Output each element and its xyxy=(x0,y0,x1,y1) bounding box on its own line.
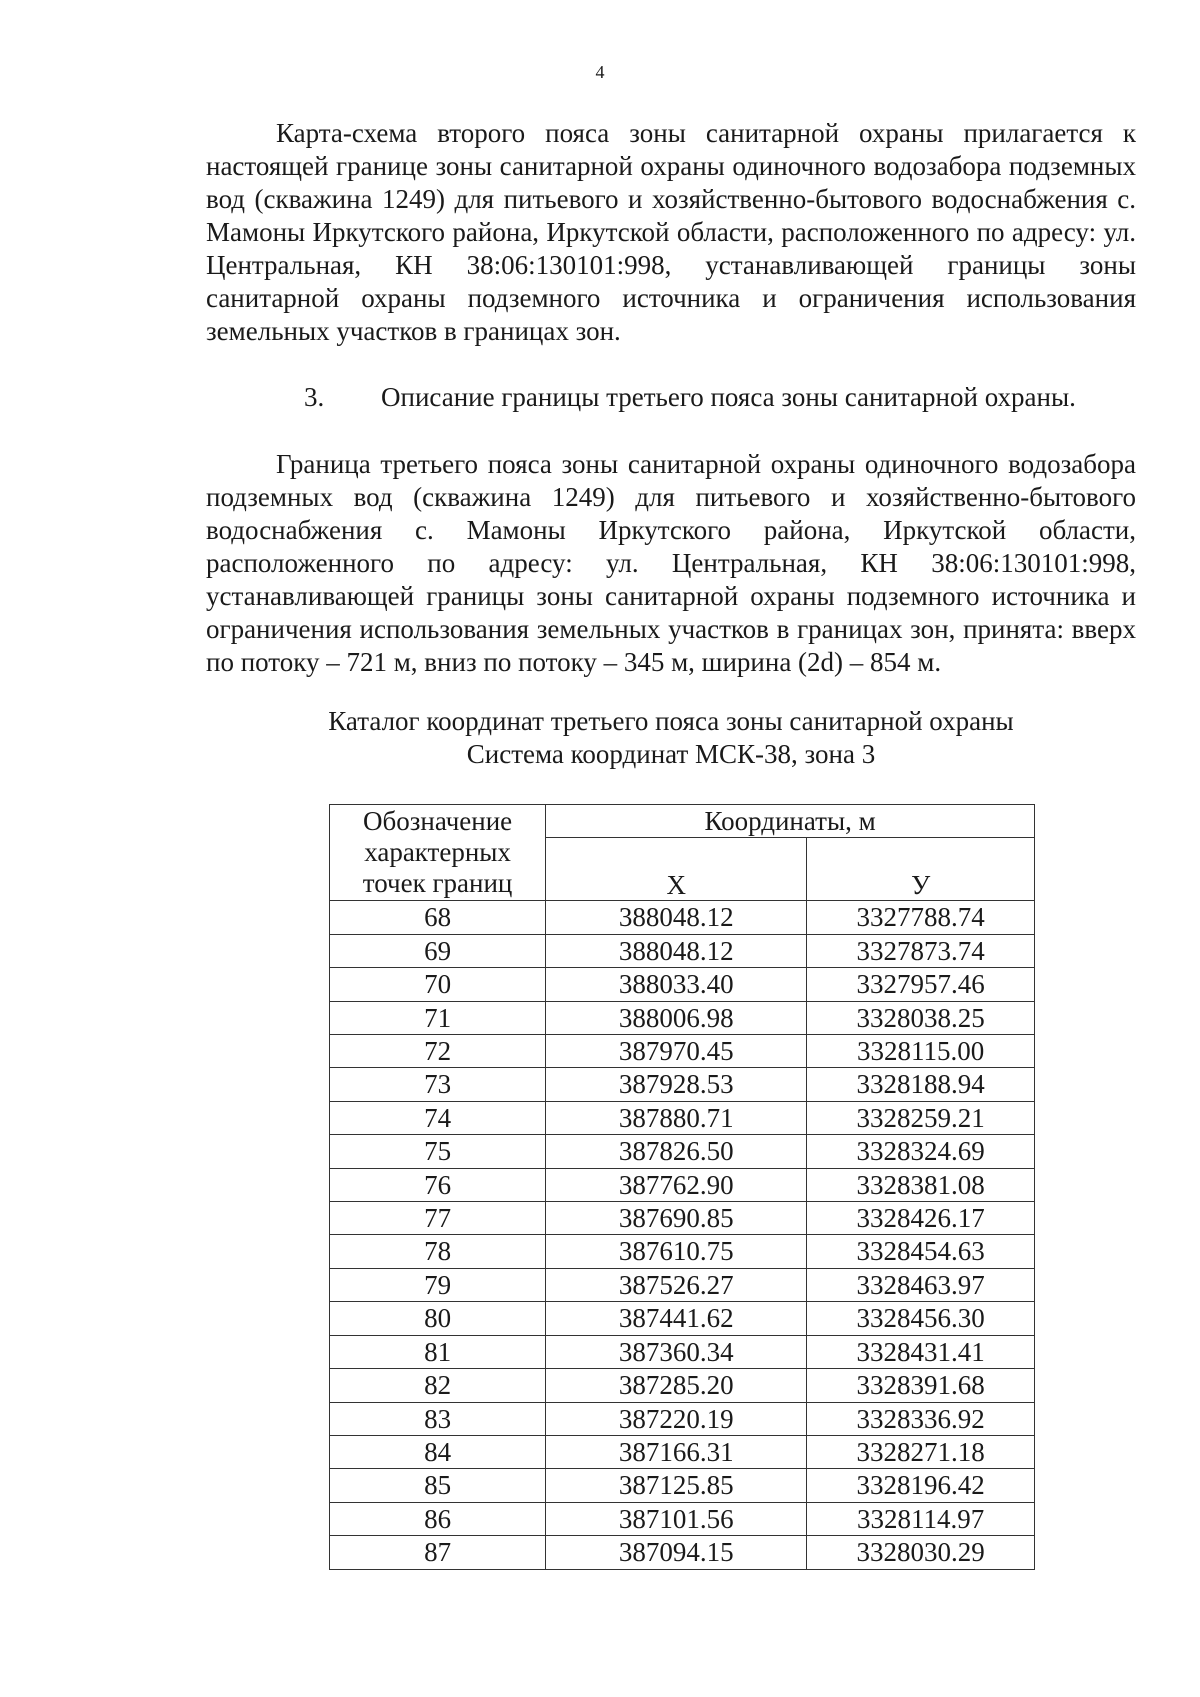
point-cell: 73 xyxy=(330,1068,546,1101)
page-number: 4 xyxy=(595,62,605,82)
y-cell: 3328324.69 xyxy=(807,1135,1035,1168)
x-cell: 387285.20 xyxy=(546,1369,807,1402)
y-cell: 3328454.63 xyxy=(807,1235,1035,1268)
table-caption-coordinate-system: Система координат МСК-38, зона 3 xyxy=(466,739,876,769)
point-cell: 68 xyxy=(330,901,546,934)
x-cell: 387526.27 xyxy=(546,1268,807,1301)
x-cell: 387928.53 xyxy=(546,1068,807,1101)
point-cell: 71 xyxy=(330,1001,546,1034)
header-coordinates: Координаты, м xyxy=(546,805,1035,838)
table-row xyxy=(330,1335,1035,1368)
table-row xyxy=(330,1502,1035,1535)
y-cell: 3328188.94 xyxy=(807,1068,1035,1101)
y-cell: 3327873.74 xyxy=(807,934,1035,967)
table-row xyxy=(330,1435,1035,1468)
paragraph-third-belt-boundary-text: Граница третьего пояса зоны санитарной охраны одиночного водозабора подземных вод (скважина 1249) для питьевого и хозяйственно-бытового водоснабжения с. Мамоны Иркутского района, Иркутской области, расположенного по адресу: ул. Центральная, КН 38:06:130101:998, устанавливающей границы зоны санитарной охраны подземного источника и ограничения использования земельных участков в границах зон, принята: вверх по потоку – 721 м, вниз по потоку – 345 м, ширина (2d) – 854 м. xyxy=(206,449,1136,677)
y-cell: 3328381.08 xyxy=(807,1168,1035,1201)
point-cell: 87 xyxy=(330,1536,546,1569)
x-cell: 387441.62 xyxy=(546,1302,807,1335)
y-cell: 3328271.18 xyxy=(807,1435,1035,1468)
table-caption xyxy=(0,705,1200,771)
y-cell: 3328038.25 xyxy=(807,1001,1035,1034)
x-cell: 387101.56 xyxy=(546,1502,807,1535)
table-row xyxy=(330,1001,1035,1034)
table-row xyxy=(330,1469,1035,1502)
point-cell: 76 xyxy=(330,1168,546,1201)
table-row xyxy=(330,968,1035,1001)
x-cell: 388048.12 xyxy=(546,934,807,967)
y-cell: 3327957.46 xyxy=(807,968,1035,1001)
section-title: Описание границы третьего пояса зоны санитарной охраны. xyxy=(381,382,1076,412)
point-cell: 77 xyxy=(330,1202,546,1235)
table-row xyxy=(330,1135,1035,1168)
table-row xyxy=(330,1302,1035,1335)
point-cell: 80 xyxy=(330,1302,546,1335)
table-row xyxy=(330,1168,1035,1201)
y-cell: 3328431.41 xyxy=(807,1335,1035,1368)
x-cell: 387094.15 xyxy=(546,1536,807,1569)
y-cell: 3328259.21 xyxy=(807,1101,1035,1134)
y-cell: 3328196.42 xyxy=(807,1469,1035,1502)
point-cell: 75 xyxy=(330,1135,546,1168)
table-row xyxy=(330,1268,1035,1301)
point-cell: 72 xyxy=(330,1035,546,1068)
table-row xyxy=(330,1235,1035,1268)
table-row xyxy=(330,1369,1035,1402)
point-cell: 86 xyxy=(330,1502,546,1535)
header-points: Обозначение характерных точек границ xyxy=(330,805,546,901)
y-cell: 3328336.92 xyxy=(807,1402,1035,1435)
x-cell: 387125.85 xyxy=(546,1469,807,1502)
y-cell: 3328456.30 xyxy=(807,1302,1035,1335)
point-cell: 81 xyxy=(330,1335,546,1368)
point-cell: 84 xyxy=(330,1435,546,1468)
x-cell: 387762.90 xyxy=(546,1168,807,1201)
table-row xyxy=(330,1068,1035,1101)
section-number: 3. xyxy=(304,382,325,412)
coordinates-table-body xyxy=(330,901,1035,1569)
table-row xyxy=(330,1101,1035,1134)
point-cell: 85 xyxy=(330,1469,546,1502)
point-cell: 70 xyxy=(330,968,546,1001)
header-x: X xyxy=(546,838,807,901)
x-cell: 388033.40 xyxy=(546,968,807,1001)
table-row xyxy=(330,1536,1035,1569)
y-cell: 3328463.97 xyxy=(807,1268,1035,1301)
coordinates-table xyxy=(329,804,1035,1570)
paragraph-map-scheme-text: Карта-схема второго пояса зоны санитарной охраны прилагается к настоящей границе зоны санитарной охраны одиночного водозабора подземных вод (скважина 1249) для питьевого и хозяйственно-бытового водоснабжения с. Мамоны Иркутского района, Иркутской области, расположенного по адресу: ул. Центральная, КН 38:06:130101:998, устанавливающей границы зоны санитарной охраны подземного источника и ограничения использования земельных участков в границах зон. xyxy=(206,118,1136,346)
y-cell: 3328030.29 xyxy=(807,1536,1035,1569)
y-cell: 3328115.00 xyxy=(807,1035,1035,1068)
point-cell: 69 xyxy=(330,934,546,967)
y-cell: 3328114.97 xyxy=(807,1502,1035,1535)
x-cell: 387880.71 xyxy=(546,1101,807,1134)
point-cell: 83 xyxy=(330,1402,546,1435)
point-cell: 74 xyxy=(330,1101,546,1134)
point-cell: 79 xyxy=(330,1268,546,1301)
table-row xyxy=(330,1402,1035,1435)
header-y: У xyxy=(807,838,1035,901)
point-cell: 82 xyxy=(330,1369,546,1402)
x-cell: 387826.50 xyxy=(546,1135,807,1168)
x-cell: 387610.75 xyxy=(546,1235,807,1268)
point-cell: 78 xyxy=(330,1235,546,1268)
x-cell: 387360.34 xyxy=(546,1335,807,1368)
x-cell: 388006.98 xyxy=(546,1001,807,1034)
table-caption-title: Каталог координат третьего пояса зоны санитарной охраны xyxy=(328,706,1014,736)
table-row xyxy=(330,1202,1035,1235)
paragraph-third-belt-boundary xyxy=(206,448,1136,679)
x-cell: 387220.19 xyxy=(546,1402,807,1435)
x-cell: 387970.45 xyxy=(546,1035,807,1068)
paragraph-map-scheme xyxy=(206,117,1136,348)
y-cell: 3328426.17 xyxy=(807,1202,1035,1235)
x-cell: 388048.12 xyxy=(546,901,807,934)
table-row xyxy=(330,934,1035,967)
table-row xyxy=(330,901,1035,934)
table-row xyxy=(330,1035,1035,1068)
y-cell: 3327788.74 xyxy=(807,901,1035,934)
x-cell: 387690.85 xyxy=(546,1202,807,1235)
section-heading xyxy=(304,381,1076,414)
x-cell: 387166.31 xyxy=(546,1435,807,1468)
y-cell: 3328391.68 xyxy=(807,1369,1035,1402)
